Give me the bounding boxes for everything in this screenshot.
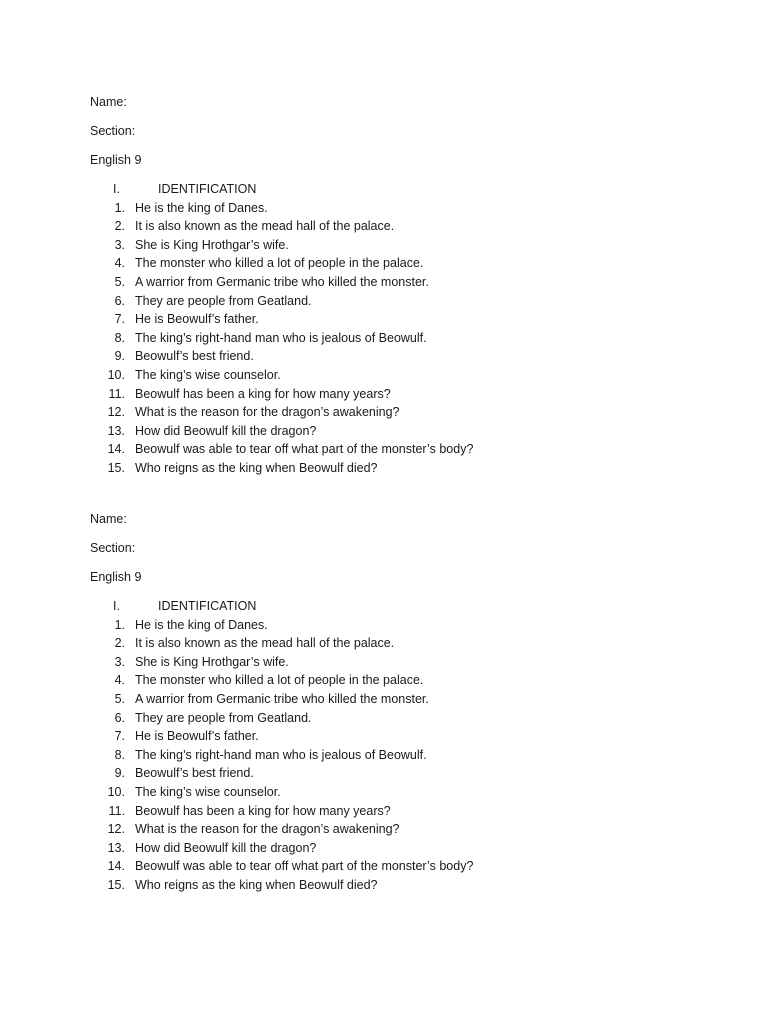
question-number: 13. [107,840,125,855]
question-number: 11. [108,386,125,401]
section-label: Section: [90,541,136,555]
question-number: 11. [108,803,125,818]
question-item [90,254,710,273]
question-number: 15. [107,877,125,892]
question-number: 9. [114,766,125,781]
question-item [90,857,710,876]
question-item [90,802,710,821]
question-item [90,820,710,839]
question-text: The king’s right-hand man who is jealous of Beowulf. [135,330,427,345]
question-item [90,217,710,236]
question-text: Beowulf has been a king for how many years? [135,803,391,818]
question-item [90,839,710,858]
question-text: They are people from Geatland. [135,293,312,308]
question-text: The monster who killed a lot of people in the palace. [135,673,424,688]
subject-label: English 9 [90,570,142,584]
question-number: 4. [114,256,125,271]
name-label: Name: [90,95,127,109]
question-text: The king’s wise counselor. [135,784,281,799]
question-item [90,236,710,255]
question-number: 2. [114,219,125,234]
question-text: Beowulf’s best friend. [135,349,254,364]
question-item [90,459,710,478]
question-item [90,366,710,385]
question-text: A warrior from Germanic tribe who killed the monster. [135,691,429,706]
question-number: 7. [114,312,125,327]
question-item [90,727,710,746]
question-number: 10. [107,367,125,382]
question-item [90,199,710,218]
subject-label: English 9 [90,153,142,167]
question-number: 13. [107,423,125,438]
question-number: 7. [114,729,125,744]
question-number: 5. [114,691,125,706]
question-number: 6. [114,710,125,725]
question-item [90,347,710,366]
question-item [90,690,710,709]
question-text: They are people from Geatland. [135,710,312,725]
question-number: 14. [107,442,125,457]
question-list [90,199,710,478]
question-text: The king’s wise counselor. [135,367,281,382]
question-number: 3. [114,654,125,669]
question-item [90,292,710,311]
question-item [90,783,710,802]
name-label: Name: [90,512,127,526]
question-number: 4. [114,673,125,688]
question-number: 14. [107,859,125,874]
question-item [90,385,710,404]
question-text: How did Beowulf kill the dragon? [135,423,317,438]
question-text: What is the reason for the dragon’s awakening? [135,405,400,420]
question-text: It is also known as the mead hall of the palace. [135,636,395,651]
question-item [90,746,710,765]
question-text: He is Beowulf’s father. [135,312,259,327]
question-text: He is the king of Danes. [135,617,268,632]
question-text: He is the king of Danes. [135,200,268,215]
question-text: She is King Hrothgar’s wife. [135,237,289,252]
question-item [90,329,710,348]
question-item [90,876,710,895]
question-list [90,616,710,895]
question-text: She is King Hrothgar’s wife. [135,654,289,669]
question-text: It is also known as the mead hall of the palace. [135,219,395,234]
question-text: Who reigns as the king when Beowulf died? [135,460,378,475]
question-text: The monster who killed a lot of people in the palace. [135,256,424,271]
question-text: A warrior from Germanic tribe who killed the monster. [135,274,429,289]
worksheet-1 [90,93,710,478]
question-number: 8. [114,747,125,762]
question-number: 1. [114,617,125,632]
question-item [90,310,710,329]
question-item [90,440,710,459]
question-number: 15. [107,460,125,475]
question-text: Beowulf’s best friend. [135,766,254,781]
question-text: He is Beowulf’s father. [135,729,259,744]
question-text: Beowulf was able to tear off what part of the monster’s body? [135,859,474,874]
part-heading [113,597,710,616]
question-number: 3. [114,237,125,252]
question-number: 5. [114,274,125,289]
question-text: Who reigns as the king when Beowulf died? [135,877,378,892]
question-text: What is the reason for the dragon’s awakening? [135,822,400,837]
question-number: 2. [114,636,125,651]
part-title: IDENTIFICATION [158,182,257,196]
question-number: 6. [114,293,125,308]
question-number: 10. [107,784,125,799]
question-number: 1. [114,200,125,215]
section-label: Section: [90,124,136,138]
part-heading [113,180,710,199]
question-item [90,616,710,635]
part-title: IDENTIFICATION [158,599,257,613]
question-item [90,422,710,441]
question-text: Beowulf was able to tear off what part of the monster’s body? [135,442,474,457]
question-number: 12. [107,405,125,420]
question-item [90,403,710,422]
question-number: 12. [107,822,125,837]
question-item [90,709,710,728]
question-text: How did Beowulf kill the dragon? [135,840,317,855]
question-number: 8. [114,330,125,345]
question-text: The king’s right-hand man who is jealous of Beowulf. [135,747,427,762]
question-text: Beowulf has been a king for how many years? [135,386,391,401]
worksheet-2 [90,510,710,895]
question-item [90,634,710,653]
part-number: I. [113,182,120,196]
part-number: I. [113,599,120,613]
question-item [90,764,710,783]
question-item [90,273,710,292]
question-item [90,653,710,672]
question-item [90,671,710,690]
question-number: 9. [114,349,125,364]
